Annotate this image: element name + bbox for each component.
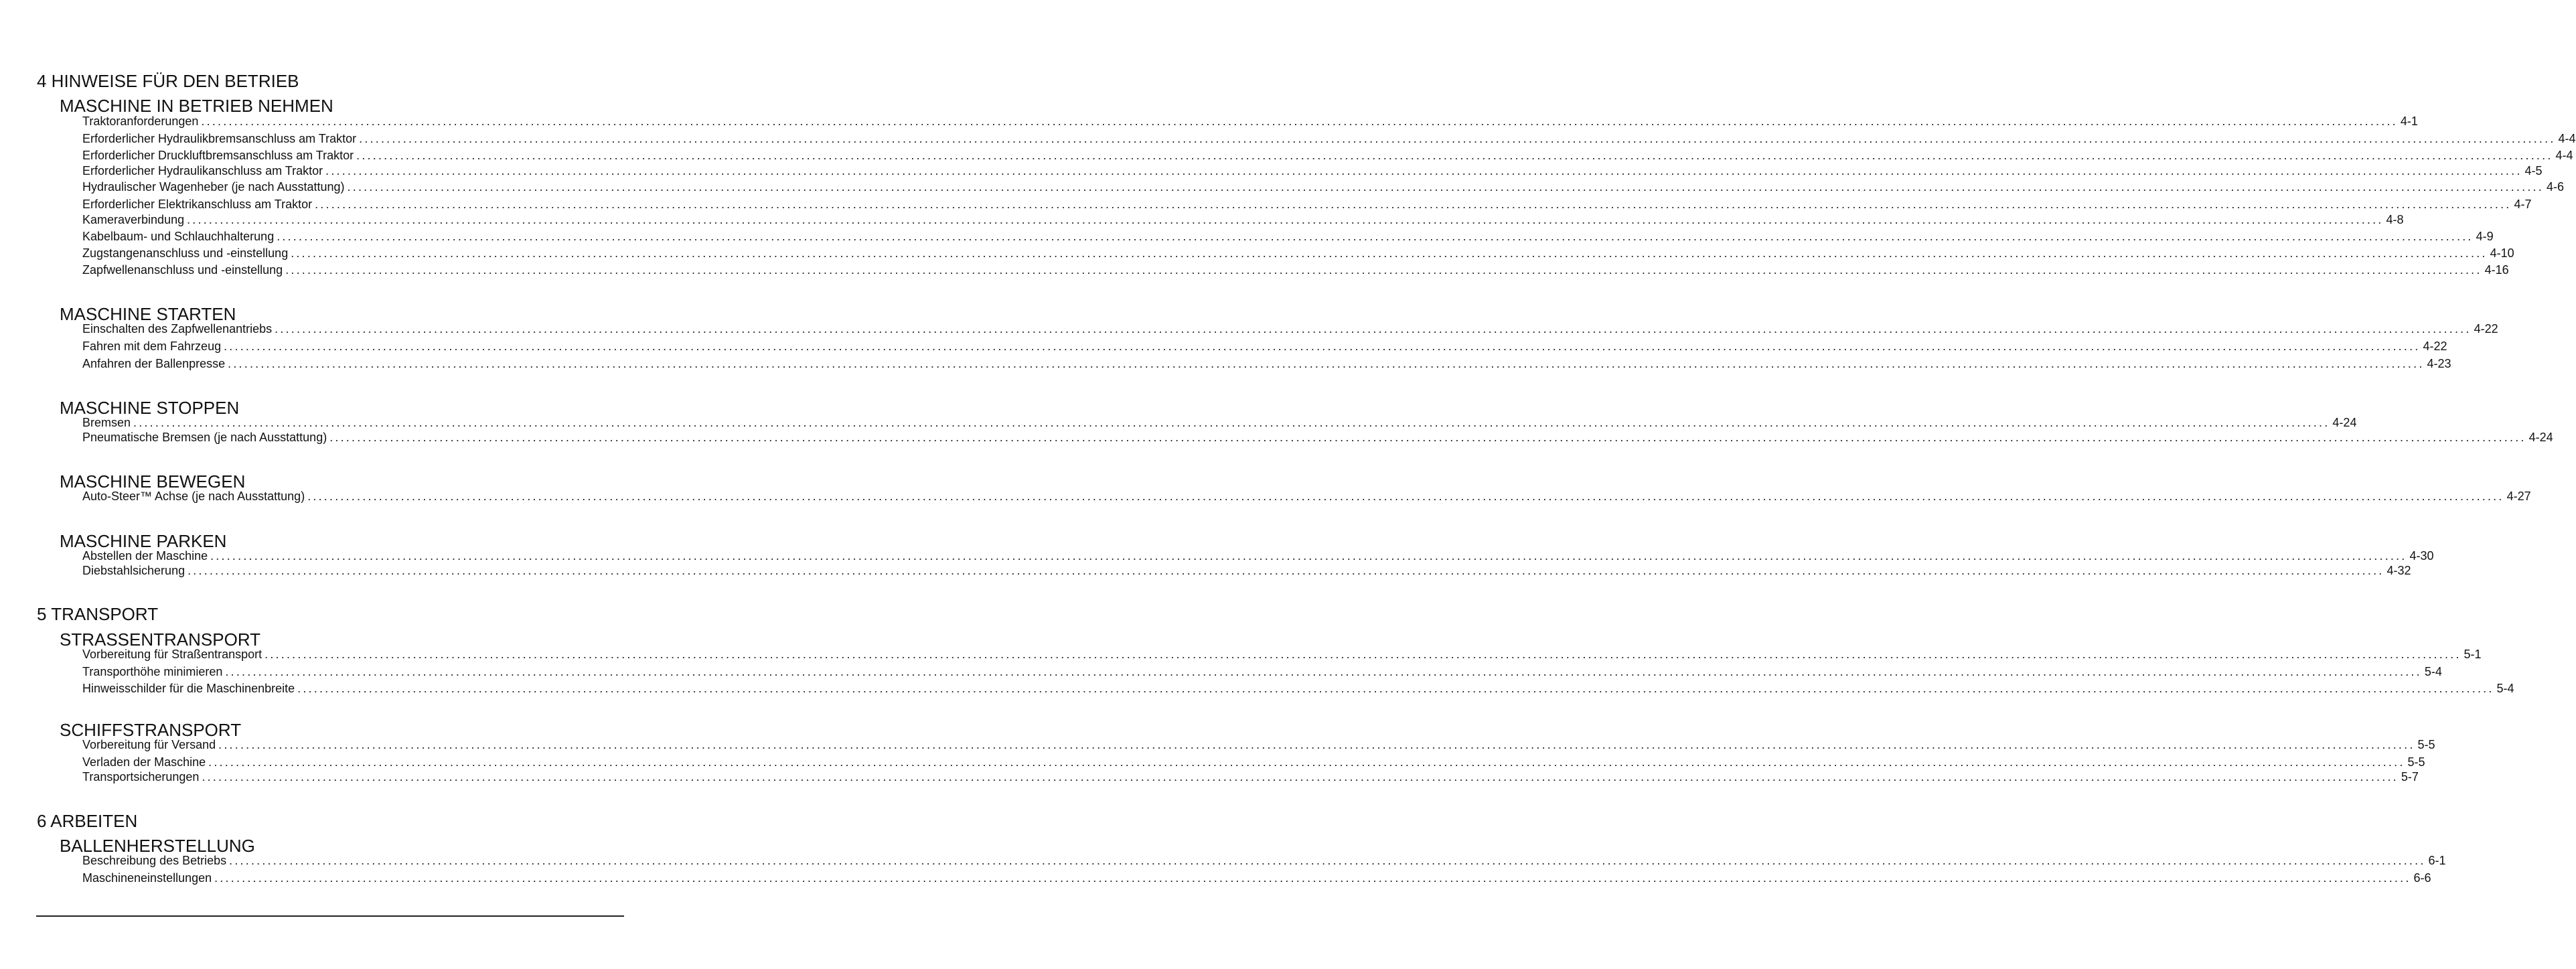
toc-entry-label: Hinweisschilder für die Maschinenbreite	[82, 682, 295, 695]
toc-entry-label: Verladen der Maschine	[82, 755, 206, 769]
toc-entry-label: Einschalten des Zapfwellenantriebs	[82, 322, 273, 336]
dot-leader: ................................................................................................................................................................................................................................................................................................................................................................................................................	[187, 564, 2384, 577]
toc-entry-page: 4-22	[2474, 322, 2498, 336]
dot-leader: ................................................................................................................................................................................................................................................................................................................................................................................................................	[264, 648, 2461, 661]
toc-entry-page: 4-5	[2524, 164, 2543, 177]
toc-entry-label: Zapfwellenanschluss und -einstellung	[82, 263, 283, 277]
toc-entry-page: 5-4	[2424, 665, 2442, 678]
section-heading: MASCHINE BEWEGEN	[60, 471, 246, 492]
toc-entry-label: Abstellen der Maschine	[82, 549, 208, 563]
section-heading: MASCHINE PARKEN	[60, 531, 227, 551]
toc-entry-page: 4-24	[2332, 416, 2357, 429]
toc-entry-page: 4-1	[2400, 115, 2418, 128]
toc-entry[interactable]	[82, 230, 2494, 245]
toc-entry-label: Fahren mit dem Fahrzeug	[82, 340, 222, 353]
toc-entry-page: 6-1	[2428, 854, 2446, 867]
dot-leader: ................................................................................................................................................................................................................................................................................................................................................................................................................	[291, 246, 2488, 260]
dot-leader: ................................................................................................................................................................................................................................................................................................................................................................................................................	[218, 738, 2415, 751]
toc-entry[interactable]	[82, 164, 2543, 179]
toc-entry[interactable]	[82, 854, 2446, 869]
dot-leader: ................................................................................................................................................................................................................................................................................................................................................................................................................	[275, 322, 2472, 336]
toc-entry[interactable]	[82, 564, 2411, 579]
toc-entry[interactable]	[82, 490, 2531, 505]
toc-entry-label: Zugstangenanschluss und -einstellung	[82, 246, 289, 260]
toc-entry-page: 4-23	[2427, 357, 2451, 370]
toc-entry-label: Erforderlicher Hydraulikanschluss am Traktor	[82, 164, 323, 177]
toc-entry-label: Vorbereitung für Straßentransport	[82, 648, 262, 661]
dot-leader: ................................................................................................................................................................................................................................................................................................................................................................................................................	[325, 164, 2522, 177]
toc-entry[interactable]	[82, 416, 2357, 431]
toc-entry-label: Erforderlicher Hydraulikbremsanschluss am Traktor	[82, 132, 357, 145]
section-heading: MASCHINE STOPPEN	[60, 398, 240, 418]
section-heading: MASCHINE IN BETRIEB NEHMEN	[60, 96, 333, 116]
toc-entry-page: 4-8	[2386, 213, 2404, 226]
toc-entry-page: 4-9	[2476, 230, 2494, 243]
toc-entry[interactable]	[82, 180, 2564, 196]
toc-entry[interactable]	[82, 770, 2419, 786]
toc-entry-page: 4-10	[2490, 246, 2514, 260]
dot-leader: ................................................................................................................................................................................................................................................................................................................................................................................................................	[225, 665, 2422, 678]
section-heading: MASCHINE STARTEN	[60, 304, 236, 324]
dot-leader: ................................................................................................................................................................................................................................................................................................................................................................................................................	[329, 431, 2526, 444]
toc-entry[interactable]	[82, 263, 2509, 279]
toc-entry-page: 4-4	[2558, 132, 2576, 145]
dot-leader: ................................................................................................................................................................................................................................................................................................................................................................................................................	[229, 854, 2426, 867]
toc-entry-label: Kabelbaum- und Schlauchhalterung	[82, 230, 275, 243]
toc-entry[interactable]	[82, 246, 2514, 262]
toc-entry-page: 4-24	[2528, 431, 2553, 444]
dot-leader: ................................................................................................................................................................................................................................................................................................................................................................................................................	[315, 198, 2512, 211]
toc-entry-page: 4-22	[2423, 340, 2447, 353]
toc-entry-page: 4-7	[2514, 198, 2532, 211]
dot-leader: ................................................................................................................................................................................................................................................................................................................................................................................................................	[356, 149, 2553, 162]
toc-entry-page: 5-5	[2407, 755, 2425, 769]
toc-entry[interactable]	[82, 322, 2498, 338]
dot-leader: ................................................................................................................................................................................................................................................................................................................................................................................................................	[307, 490, 2504, 503]
toc-entry-label: Pneumatische Bremsen (je nach Ausstattung)	[82, 431, 327, 444]
toc-entry-page: 4-27	[2506, 490, 2531, 503]
dot-leader: ................................................................................................................................................................................................................................................................................................................................................................................................................	[201, 115, 2398, 128]
toc-entry-label: Traktoranforderungen	[82, 115, 199, 128]
toc-entry-page: 4-30	[2409, 549, 2434, 563]
toc-entry-page: 5-4	[2496, 682, 2514, 695]
dot-leader: ................................................................................................................................................................................................................................................................................................................................................................................................................	[224, 340, 2421, 353]
toc-entry-page: 5-1	[2464, 648, 2482, 661]
dot-leader: ................................................................................................................................................................................................................................................................................................................................................................................................................	[297, 682, 2494, 695]
toc-entry-page: 4-4	[2555, 149, 2573, 162]
toc-entry[interactable]	[82, 132, 2576, 147]
toc-entry[interactable]	[82, 340, 2447, 355]
toc-entry-label: Transporthöhe minimieren	[82, 665, 223, 678]
toc-entry[interactable]	[82, 648, 2482, 663]
dot-leader: ................................................................................................................................................................................................................................................................................................................................................................................................................	[277, 230, 2474, 243]
toc-entry[interactable]	[82, 665, 2442, 680]
toc-entry[interactable]	[82, 198, 2532, 213]
toc-entry-label: Beschreibung des Betriebs	[82, 854, 227, 867]
toc-entry[interactable]	[82, 431, 2553, 446]
dot-leader: ................................................................................................................................................................................................................................................................................................................................................................................................................	[187, 213, 2384, 226]
toc-entry-label: Auto-Steer™ Achse (je nach Ausstattung)	[82, 490, 305, 503]
footer-rule	[36, 915, 624, 917]
dot-leader: ................................................................................................................................................................................................................................................................................................................................................................................................................	[202, 770, 2399, 784]
toc-entry-page: 4-6	[2546, 180, 2564, 194]
toc-entry[interactable]	[82, 682, 2514, 697]
toc-entry[interactable]	[82, 115, 2418, 130]
toc-entry-label: Erforderlicher Elektrikanschluss am Traktor	[82, 198, 313, 211]
toc-entry-label: Diebstahlsicherung	[82, 564, 185, 577]
chapter-heading: 6 ARBEITEN	[37, 811, 138, 831]
dot-leader: ................................................................................................................................................................................................................................................................................................................................................................................................................	[285, 263, 2482, 277]
section-heading: BALLENHERSTELLUNG	[60, 836, 255, 856]
chapter-heading: 4 HINWEISE FÜR DEN BETRIEB	[37, 71, 299, 91]
toc-entry[interactable]	[82, 549, 2434, 565]
toc-entry-label: Anfahren der Ballenpresse	[82, 357, 226, 370]
toc-entry-page: 5-7	[2401, 770, 2419, 784]
dot-leader: ................................................................................................................................................................................................................................................................................................................................................................................................................	[359, 132, 2556, 145]
dot-leader: ................................................................................................................................................................................................................................................................................................................................................................................................................	[208, 755, 2405, 769]
dot-leader: ................................................................................................................................................................................................................................................................................................................................................................................................................	[214, 871, 2411, 885]
toc-entry-label: Transportsicherungen	[82, 770, 200, 784]
section-heading: SCHIFFSTRANSPORT	[60, 720, 242, 740]
dot-leader: ................................................................................................................................................................................................................................................................................................................................................................................................................	[133, 416, 2330, 429]
dot-leader: ................................................................................................................................................................................................................................................................................................................................................................................................................	[228, 357, 2425, 370]
toc-entry-label: Maschineneinstellungen	[82, 871, 212, 885]
toc-entry[interactable]	[82, 738, 2435, 753]
toc-entry-page: 4-16	[2484, 263, 2509, 277]
toc-entry-label: Kameraverbindung	[82, 213, 185, 226]
toc-entry[interactable]	[82, 213, 2404, 228]
toc-entry-page: 6-6	[2413, 871, 2431, 885]
toc-entry-page: 5-5	[2417, 738, 2435, 751]
toc-entry-label: Vorbereitung für Versand	[82, 738, 216, 751]
toc-entry-label: Hydraulischer Wagenheber (je nach Ausstattung)	[82, 180, 345, 194]
toc-entry-label: Erforderlicher Druckluftbremsanschluss am Traktor	[82, 149, 354, 162]
toc-entry-label: Bremsen	[82, 416, 131, 429]
chapter-heading: 5 TRANSPORT	[37, 604, 159, 624]
section-heading: STRASSENTRANSPORT	[60, 629, 261, 650]
toc-entry[interactable]	[82, 149, 2573, 164]
dot-leader: ................................................................................................................................................................................................................................................................................................................................................................................................................	[210, 549, 2407, 563]
toc-entry[interactable]	[82, 871, 2431, 887]
toc-entry-page: 4-32	[2386, 564, 2411, 577]
dot-leader: ................................................................................................................................................................................................................................................................................................................................................................................................................	[347, 180, 2544, 194]
toc-entry[interactable]	[82, 357, 2451, 372]
toc-entry[interactable]	[82, 755, 2425, 771]
